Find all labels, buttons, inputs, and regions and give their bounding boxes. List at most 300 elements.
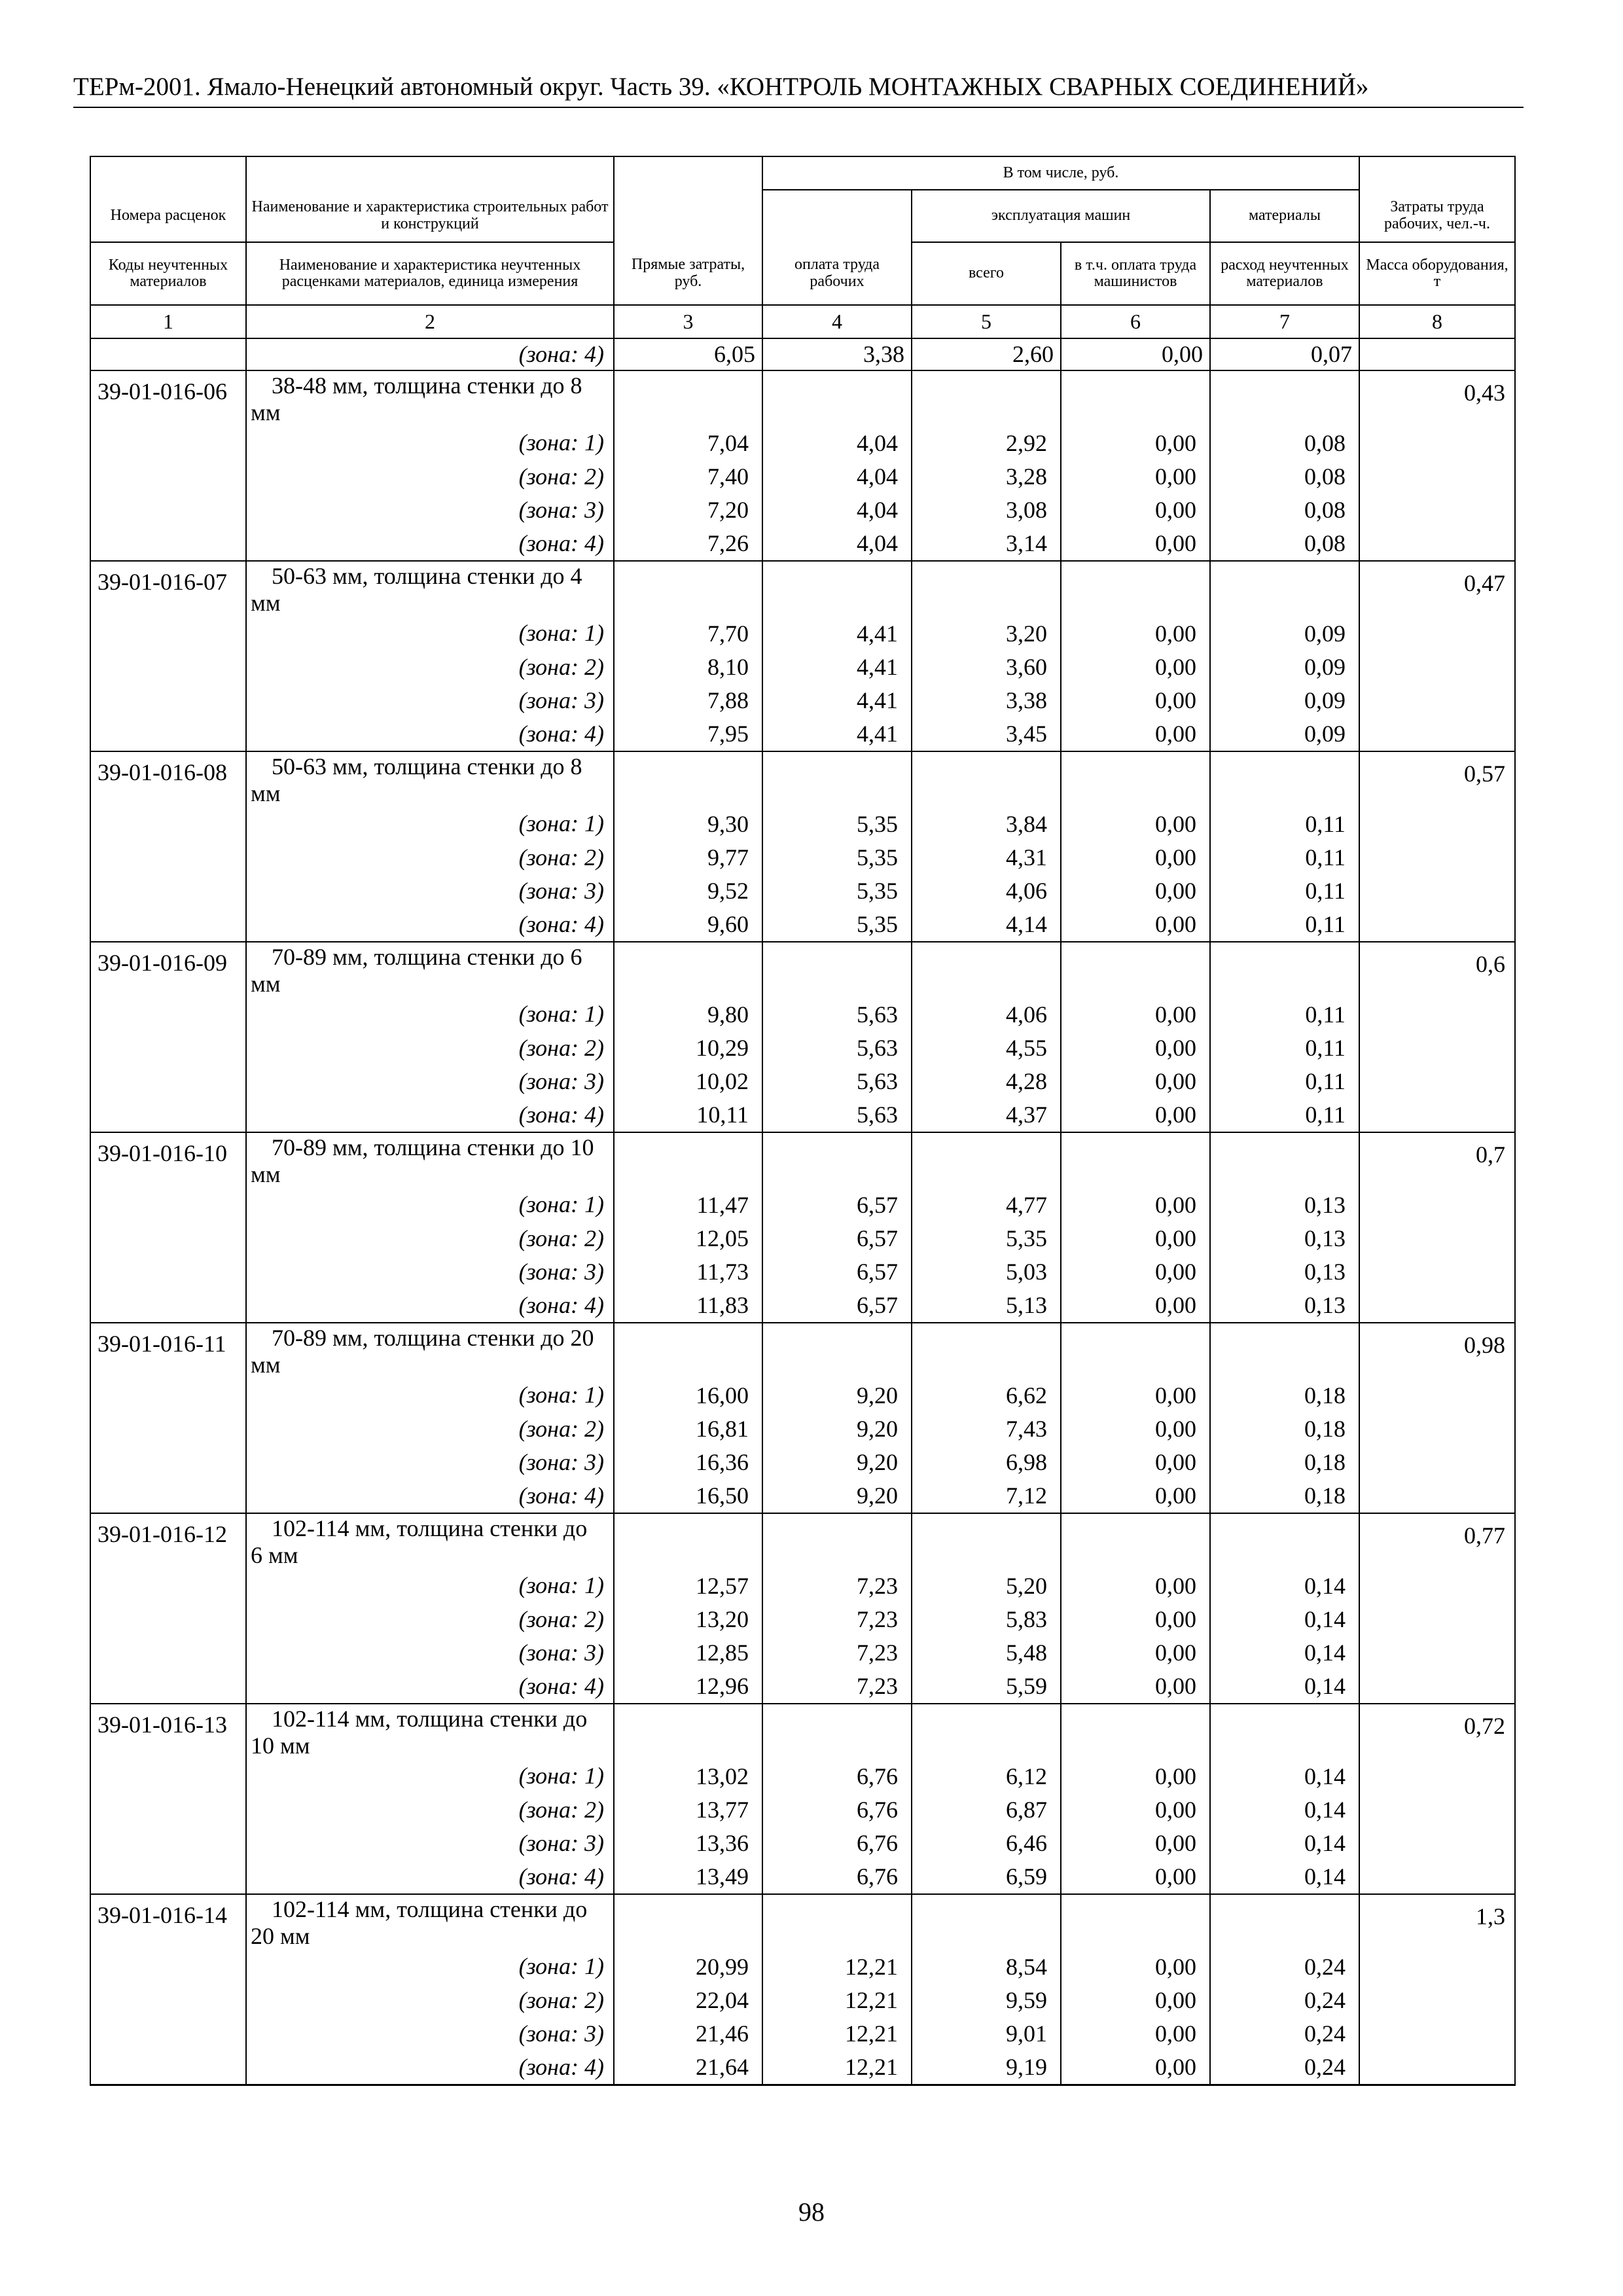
- column-number: 8: [1359, 305, 1515, 338]
- labor-pay: 4,41: [857, 654, 898, 680]
- labor-pay: 6,76: [857, 1763, 898, 1789]
- material-codes-header: Коды неучтенных материалов: [90, 242, 246, 305]
- materials: 0,11: [1305, 911, 1346, 937]
- direct-cost: 13,20: [696, 1606, 749, 1632]
- machinists-pay-header: в т.ч. оплата труда машинистов: [1061, 242, 1210, 305]
- machines-total: 5,35: [1006, 1225, 1047, 1251]
- machines-total: 5,20: [1006, 1573, 1047, 1599]
- description-line: 70-89 мм, толщина стенки до 6: [272, 944, 582, 970]
- machinists-pay: 0,00: [1155, 878, 1196, 904]
- labor-pay: 5,63: [857, 1068, 898, 1094]
- materials: 0,08: [1304, 497, 1346, 523]
- direct-cost: 9,52: [707, 878, 749, 904]
- machines-total: 4,37: [1006, 1102, 1047, 1128]
- materials: 0,14: [1304, 1797, 1346, 1823]
- labor-pay: 9,20: [857, 1382, 898, 1408]
- zone-label: (зона: 3): [246, 1255, 614, 1289]
- rate-code: 39-01-016-14: [90, 1894, 246, 2085]
- materials: 0,08: [1304, 530, 1346, 556]
- labor-pay: 5,63: [857, 1102, 898, 1128]
- work-description: [246, 1513, 614, 1569]
- zone-label: (зона: 3): [246, 1065, 614, 1098]
- materials: 0,11: [1305, 844, 1346, 870]
- description-line: мм: [251, 399, 281, 425]
- machinists-pay: 0,00: [1155, 530, 1196, 556]
- materials: 0,18: [1304, 1382, 1346, 1408]
- description-line: 102-114 мм, толщина стенки до: [272, 1706, 588, 1732]
- machinists-pay: 0,00: [1155, 1416, 1196, 1442]
- description-line: 102-114 мм, толщина стенки до: [272, 1896, 588, 1922]
- machines-total: 9,59: [1006, 1987, 1047, 2013]
- machinists-pay: 0,00: [1155, 811, 1196, 837]
- materials: 0,24: [1304, 1987, 1346, 2013]
- machines-total: 3,08: [1006, 497, 1047, 523]
- machinists-pay: 0,00: [1155, 1640, 1196, 1666]
- materials: 0,24: [1304, 2020, 1346, 2047]
- labor-pay: 7,23: [857, 1640, 898, 1666]
- column-number: 6: [1061, 305, 1210, 338]
- column-numbers-row: [90, 305, 1515, 338]
- direct-cost: 9,60: [707, 911, 749, 937]
- labor-pay: 12,21: [845, 1987, 898, 2013]
- machinists-pay: 0,00: [1155, 430, 1196, 456]
- machines-header: эксплуатация машин: [912, 190, 1210, 242]
- labor-pay: 5,35: [857, 878, 898, 904]
- labor-cost: 0,77: [1359, 1513, 1515, 1704]
- column-number: 5: [912, 305, 1061, 338]
- direct-cost: 16,36: [696, 1449, 749, 1475]
- machinists-pay: 0,00: [1155, 1001, 1196, 1028]
- machines-total: 6,62: [1006, 1382, 1047, 1408]
- zone-label: (зона: 2): [246, 1221, 614, 1255]
- materials: 0,09: [1304, 687, 1346, 713]
- machinists-pay: 0,00: [1155, 497, 1196, 523]
- machines-total: 2,60: [912, 338, 1061, 370]
- machinists-pay: 0,00: [1155, 1863, 1196, 1890]
- zone-label: (зона: 4): [246, 1479, 614, 1513]
- zone-label: (зона: 3): [246, 874, 614, 908]
- machines-total: 7,43: [1006, 1416, 1047, 1442]
- labor-pay: 4,04: [857, 463, 898, 490]
- rate-code: 39-01-016-09: [90, 942, 246, 1132]
- rate-caption-row: [90, 1704, 1515, 1759]
- description-line: мм: [251, 1352, 281, 1378]
- work-description: [246, 751, 614, 807]
- labor-pay: 4,04: [857, 497, 898, 523]
- machinists-pay: 0,00: [1155, 463, 1196, 490]
- labor-pay: 12,21: [845, 2020, 898, 2047]
- rates-table: [90, 156, 1516, 2086]
- machinists-pay: 0,00: [1155, 911, 1196, 937]
- machinists-pay: 0,00: [1155, 1763, 1196, 1789]
- machinists-pay: 0,00: [1155, 721, 1196, 747]
- direct-cost: 7,70: [707, 620, 749, 647]
- labor-pay: 6,76: [857, 1797, 898, 1823]
- description-line: 70-89 мм, толщина стенки до 20: [272, 1325, 594, 1351]
- materials: 0,08: [1304, 430, 1346, 456]
- zone-label: (зона: 4): [246, 338, 614, 370]
- direct-cost: 16,81: [696, 1416, 749, 1442]
- work-description: [246, 1132, 614, 1188]
- rate-caption-row: [90, 1894, 1515, 1950]
- machines-total: 4,77: [1006, 1192, 1047, 1218]
- description-line: мм: [251, 971, 281, 997]
- materials: 0,09: [1304, 654, 1346, 680]
- machines-total: 9,01: [1006, 2020, 1047, 2047]
- material-name-header: Наименование и характеристика неучтенных расценками материалов, единица измерения: [246, 242, 614, 305]
- description-line: 70-89 мм, толщина стенки до 10: [272, 1134, 594, 1160]
- machines-total: 6,12: [1006, 1763, 1047, 1789]
- labor-pay: 7,23: [857, 1573, 898, 1599]
- labor-cost: 0,43: [1359, 370, 1515, 561]
- direct-cost: 7,95: [707, 721, 749, 747]
- zone-label: (зона: 3): [246, 493, 614, 527]
- zone-label: (зона: 1): [246, 997, 614, 1031]
- labor-pay: 9,20: [857, 1482, 898, 1509]
- rate-code: 39-01-016-13: [90, 1704, 246, 1894]
- description-line: 6 мм: [251, 1542, 298, 1568]
- direct-cost: 12,85: [696, 1640, 749, 1666]
- direct-cost: 8,10: [707, 654, 749, 680]
- labor-pay: 6,57: [857, 1259, 898, 1285]
- labor-pay: 4,04: [857, 530, 898, 556]
- machinists-pay: 0,00: [1155, 2020, 1196, 2047]
- machinists-pay: 0,00: [1155, 1606, 1196, 1632]
- rate-code: 39-01-016-06: [90, 370, 246, 561]
- work-description: [246, 561, 614, 617]
- materials: 0,11: [1305, 1068, 1346, 1094]
- machinists-pay: 0,00: [1155, 1954, 1196, 1980]
- machinists-pay: 0,00: [1155, 687, 1196, 713]
- column-number: 2: [246, 305, 614, 338]
- machines-total: 5,48: [1006, 1640, 1047, 1666]
- work-description: [246, 942, 614, 997]
- materials: 0,18: [1304, 1482, 1346, 1509]
- zone-label: (зона: 1): [246, 1188, 614, 1221]
- machines-total: 3,84: [1006, 811, 1047, 837]
- description-line: 20 мм: [251, 1923, 310, 1949]
- zone-label: (зона: 1): [246, 617, 614, 650]
- zone-label: (зона: 2): [246, 650, 614, 683]
- zone-label: (зона: 1): [246, 426, 614, 459]
- labor-pay: 6,76: [857, 1863, 898, 1890]
- labor-pay: 3,38: [762, 338, 912, 370]
- rate-number-header: Номера расценок: [90, 190, 246, 242]
- direct-cost: 7,40: [707, 463, 749, 490]
- direct-cost: 7,26: [707, 530, 749, 556]
- direct-cost: 7,04: [707, 430, 749, 456]
- labor-pay: 7,23: [857, 1606, 898, 1632]
- labor-cost: 0,57: [1359, 751, 1515, 942]
- zone-label: (зона: 1): [246, 1569, 614, 1602]
- machines-total: 6,87: [1006, 1797, 1047, 1823]
- description-line: мм: [251, 1161, 281, 1187]
- direct-cost: 16,50: [696, 1482, 749, 1509]
- machinists-pay: 0,00: [1155, 1382, 1196, 1408]
- direct-cost: 12,96: [696, 1673, 749, 1699]
- description-line: 102-114 мм, толщина стенки до: [272, 1515, 588, 1541]
- zone-label: (зона: 4): [246, 908, 614, 942]
- rate-code: 39-01-016-12: [90, 1513, 246, 1704]
- materials: 0,14: [1304, 1673, 1346, 1699]
- direct-cost: 11,83: [696, 1292, 749, 1318]
- column-number: 3: [614, 305, 762, 338]
- direct-cost: 12,57: [696, 1573, 749, 1599]
- machinists-pay: 0,00: [1155, 1830, 1196, 1856]
- machinists-pay: 0,00: [1155, 620, 1196, 647]
- direct-cost: 13,77: [696, 1797, 749, 1823]
- labor-pay: 5,63: [857, 1035, 898, 1061]
- machines-total: 4,14: [1006, 911, 1047, 937]
- direct-cost: 22,04: [696, 1987, 749, 2013]
- materials: 0,24: [1304, 1954, 1346, 1980]
- machines-total: 3,38: [1006, 687, 1047, 713]
- direct-cost: 11,73: [696, 1259, 749, 1285]
- materials: 0,18: [1304, 1449, 1346, 1475]
- materials: 0,11: [1305, 878, 1346, 904]
- machinists-pay: 0,00: [1155, 1449, 1196, 1475]
- machines-total: 3,60: [1006, 654, 1047, 680]
- zone-label: (зона: 2): [246, 840, 614, 874]
- zone-label: (зона: 4): [246, 1670, 614, 1704]
- work-name-header: Наименование и характеристика строительных работ и конструкций: [246, 190, 614, 242]
- zone-label: (зона: 3): [246, 2017, 614, 2051]
- labor-pay: 9,20: [857, 1416, 898, 1442]
- labor-pay: 5,63: [857, 1001, 898, 1028]
- rate-caption-row: [90, 1513, 1515, 1569]
- machines-total: 5,13: [1006, 1292, 1047, 1318]
- direct-cost: 10,02: [696, 1068, 749, 1094]
- direct-cost: 7,20: [707, 497, 749, 523]
- zone-label: (зона: 4): [246, 527, 614, 561]
- labor-pay: 6,57: [857, 1192, 898, 1218]
- rate-code: 39-01-016-11: [90, 1323, 246, 1513]
- machines-total: 8,54: [1006, 1954, 1047, 1980]
- materials: 0,11: [1305, 811, 1346, 837]
- direct-cost: 10,11: [696, 1102, 749, 1128]
- direct-cost: 21,64: [696, 2054, 749, 2080]
- description-line: мм: [251, 590, 281, 616]
- zone-label: (зона: 1): [246, 807, 614, 840]
- machines-total: 2,92: [1006, 430, 1047, 456]
- machinists-pay: 0,00: [1155, 1068, 1196, 1094]
- rate-code: 39-01-016-08: [90, 751, 246, 942]
- materials: 0,11: [1305, 1035, 1346, 1061]
- zone-label: (зона: 4): [246, 1289, 614, 1323]
- machines-total: 4,31: [1006, 844, 1047, 870]
- materials: 0,11: [1305, 1102, 1346, 1128]
- materials: 0,11: [1305, 1001, 1346, 1028]
- zone-label: (зона: 2): [246, 1412, 614, 1445]
- machinists-pay: 0,00: [1155, 1797, 1196, 1823]
- machines-total: 3,14: [1006, 530, 1047, 556]
- rate-caption-row: [90, 561, 1515, 617]
- materials: 0,13: [1304, 1292, 1346, 1318]
- materials: 0,24: [1304, 2054, 1346, 2080]
- labor-cost-header: Затраты труда рабочих, чел.-ч.: [1359, 190, 1515, 242]
- machinists-pay: 0,00: [1155, 1035, 1196, 1061]
- machines-total: 7,12: [1006, 1482, 1047, 1509]
- direct-cost: 11,47: [696, 1192, 749, 1218]
- labor-cost: 0,72: [1359, 1704, 1515, 1894]
- rate-code: 39-01-016-07: [90, 561, 246, 751]
- zone-label: (зона: 3): [246, 684, 614, 717]
- direct-cost: 12,05: [696, 1225, 749, 1251]
- machinists-pay: 0,00: [1155, 1292, 1196, 1318]
- machines-total: 3,45: [1006, 721, 1047, 747]
- zone-label: (зона: 2): [246, 459, 614, 493]
- machinists-pay: 0,00: [1155, 1673, 1196, 1699]
- labor-cost: 0,47: [1359, 561, 1515, 751]
- labor-pay: 12,21: [845, 1954, 898, 1980]
- machinists-pay: 0,00: [1155, 1987, 1196, 2013]
- column-number: 7: [1210, 305, 1359, 338]
- equipment-mass-header: Масса оборудования, т: [1359, 242, 1515, 305]
- labor-cost: 1,3: [1359, 1894, 1515, 2085]
- materials: 0,09: [1304, 721, 1346, 747]
- materials: 0,07: [1210, 338, 1359, 370]
- rate-caption-row: [90, 1132, 1515, 1188]
- machinists-pay: 0,00: [1155, 1225, 1196, 1251]
- rate-code: 39-01-016-10: [90, 1132, 246, 1323]
- zone-label: (зона: 2): [246, 1602, 614, 1636]
- machines-total: 3,28: [1006, 463, 1047, 490]
- materials: 0,14: [1304, 1640, 1346, 1666]
- machinists-pay: 0,00: [1155, 844, 1196, 870]
- direct-cost: 13,02: [696, 1763, 749, 1789]
- direct-cost: 7,88: [707, 687, 749, 713]
- machines-total: 6,59: [1006, 1863, 1047, 1890]
- direct-cost: 21,46: [696, 2020, 749, 2047]
- column-number: 4: [762, 305, 912, 338]
- materials-header: материалы: [1210, 190, 1359, 242]
- materials: 0,18: [1304, 1416, 1346, 1442]
- labor-pay: 4,41: [857, 721, 898, 747]
- machines-total: 3,20: [1006, 620, 1047, 647]
- labor-pay: 6,76: [857, 1830, 898, 1856]
- materials: 0,08: [1304, 463, 1346, 490]
- machines-total: 5,83: [1006, 1606, 1047, 1632]
- materials: 0,14: [1304, 1606, 1346, 1632]
- machines-total-header: всего: [912, 242, 1061, 305]
- rate-caption-row: [90, 1323, 1515, 1378]
- direct-cost: 6,05: [614, 338, 762, 370]
- labor-cost: 0,7: [1359, 1132, 1515, 1323]
- machinists-pay: 0,00: [1155, 1259, 1196, 1285]
- direct-cost: 9,30: [707, 811, 749, 837]
- direct-cost: 9,80: [707, 1001, 749, 1028]
- machinists-pay: 0,00: [1155, 1192, 1196, 1218]
- unaccounted-materials-header: расход неучтенных материалов: [1210, 242, 1359, 305]
- page-number: 98: [798, 2197, 825, 2227]
- zone-label: (зона: 4): [246, 1098, 614, 1132]
- materials: 0,13: [1304, 1259, 1346, 1285]
- zone-label: (зона: 2): [246, 1793, 614, 1826]
- labor-pay-header: оплата труда рабочих: [762, 242, 912, 305]
- table-row: [90, 338, 1515, 370]
- labor-pay: 5,35: [857, 844, 898, 870]
- work-description: [246, 1894, 614, 1950]
- work-description: [246, 1323, 614, 1378]
- machinists-pay: 0,00: [1061, 338, 1210, 370]
- zone-label: (зона: 4): [246, 717, 614, 751]
- labor-pay: 4,41: [857, 687, 898, 713]
- description-line: 10 мм: [251, 1732, 310, 1759]
- labor-pay: 6,57: [857, 1292, 898, 1318]
- machinists-pay: 0,00: [1155, 1482, 1196, 1509]
- materials: 0,13: [1304, 1225, 1346, 1251]
- machines-total: 6,98: [1006, 1449, 1047, 1475]
- zone-label: (зона: 1): [246, 1759, 614, 1793]
- rate-caption-row: [90, 751, 1515, 807]
- materials: 0,14: [1304, 1573, 1346, 1599]
- materials: 0,14: [1304, 1863, 1346, 1890]
- description-line: 50-63 мм, толщина стенки до 4: [272, 563, 582, 589]
- machinists-pay: 0,00: [1155, 2054, 1196, 2080]
- labor-pay: 9,20: [857, 1449, 898, 1475]
- rate-caption-row: [90, 370, 1515, 426]
- work-description: [246, 370, 614, 426]
- work-description: [246, 1704, 614, 1759]
- zone-label: (зона: 1): [246, 1950, 614, 1983]
- machinists-pay: 0,00: [1155, 1573, 1196, 1599]
- machines-total: 5,03: [1006, 1259, 1047, 1285]
- machines-total: 5,59: [1006, 1673, 1047, 1699]
- labor-cost: 0,6: [1359, 942, 1515, 1132]
- materials: 0,13: [1304, 1192, 1346, 1218]
- materials: 0,09: [1304, 620, 1346, 647]
- description-line: мм: [251, 780, 281, 806]
- labor-pay: 7,23: [857, 1673, 898, 1699]
- labor-pay: 4,41: [857, 620, 898, 647]
- machines-total: 4,06: [1006, 1001, 1047, 1028]
- zone-label: (зона: 3): [246, 1827, 614, 1860]
- zone-label: (зона: 2): [246, 1031, 614, 1064]
- machines-total: 4,55: [1006, 1035, 1047, 1061]
- materials: 0,14: [1304, 1763, 1346, 1789]
- labor-pay: 4,04: [857, 430, 898, 456]
- zone-label: (зона: 4): [246, 1860, 614, 1894]
- zone-label: (зона: 2): [246, 1983, 614, 2017]
- zone-label: (зона: 3): [246, 1636, 614, 1670]
- in-total-header: В том числе, руб.: [762, 156, 1359, 190]
- rate-caption-row: [90, 942, 1515, 997]
- labor-pay: 5,35: [857, 811, 898, 837]
- machines-total: 4,06: [1006, 878, 1047, 904]
- direct-cost: 9,77: [707, 844, 749, 870]
- description-line: 50-63 мм, толщина стенки до 8: [272, 753, 582, 780]
- materials: 0,14: [1304, 1830, 1346, 1856]
- machinists-pay: 0,00: [1155, 654, 1196, 680]
- direct-costs-header: Прямые затраты, руб.: [614, 242, 762, 305]
- direct-cost: 13,49: [696, 1863, 749, 1890]
- running-header: ТЕРм-2001. Ямало-Ненецкий автономный округ. Часть 39. «КОНТРОЛЬ МОНТАЖНЫХ СВАРНЫХ СОЕДИНЕНИЙ»: [73, 72, 1524, 108]
- column-number: 1: [90, 305, 246, 338]
- labor-pay: 5,35: [857, 911, 898, 937]
- machines-total: 6,46: [1006, 1830, 1047, 1856]
- description-line: 38-48 мм, толщина стенки до 8: [272, 372, 582, 399]
- direct-cost: 16,00: [696, 1382, 749, 1408]
- labor-pay: 12,21: [845, 2054, 898, 2080]
- machines-total: 4,28: [1006, 1068, 1047, 1094]
- zone-label: (зона: 4): [246, 2051, 614, 2085]
- direct-cost: 20,99: [696, 1954, 749, 1980]
- zone-label: (зона: 3): [246, 1446, 614, 1479]
- direct-cost: 13,36: [696, 1830, 749, 1856]
- labor-pay: 6,57: [857, 1225, 898, 1251]
- machinists-pay: 0,00: [1155, 1102, 1196, 1128]
- labor-cost: 0,98: [1359, 1323, 1515, 1513]
